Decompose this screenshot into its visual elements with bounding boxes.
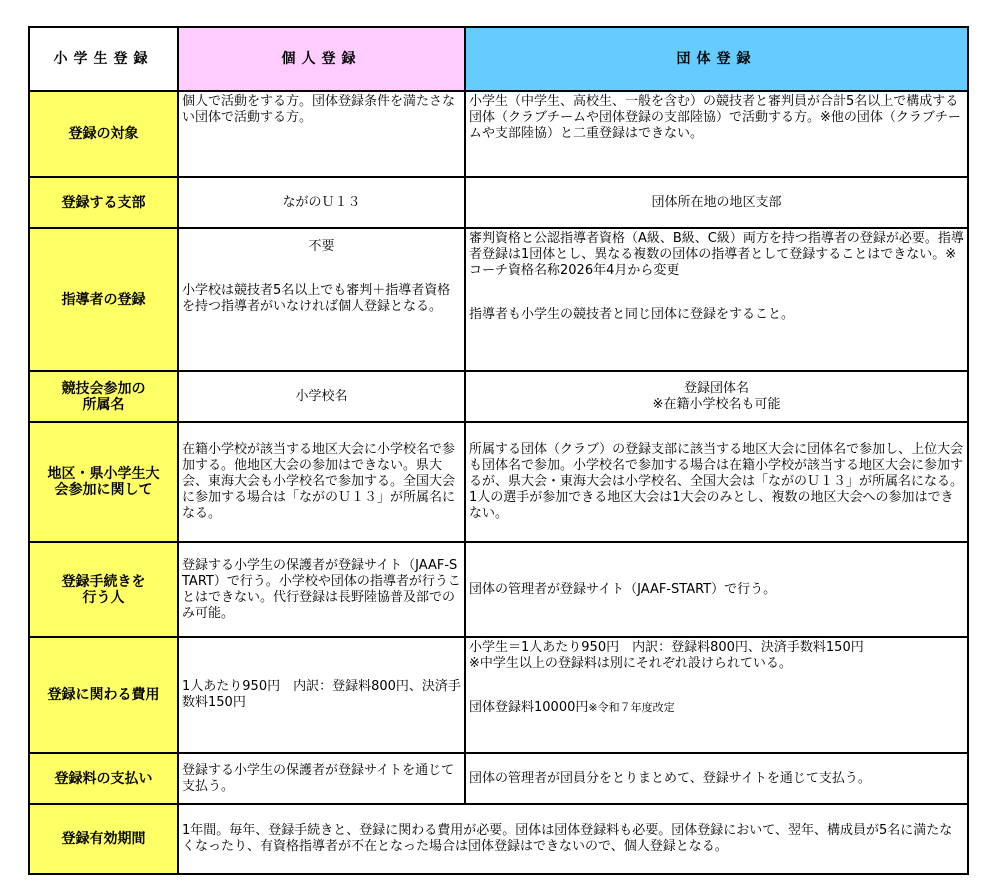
validity-text: 1年間。毎年、登録手続きと、登録に関わる費用が必要。団体は団体登録料も必要。団体登録において、翌年、構成員が5名に満たなくなったり、有資格指導者が不在となった場合は団体登録はできないので、個人登録となる。 <box>178 804 968 874</box>
coach-individual <box>178 228 465 371</box>
header-elementary-registration: 小学生登録 <box>29 27 178 91</box>
label-target: 登録の対象 <box>29 91 178 177</box>
label-fees: 登録に関わる費用 <box>29 637 178 753</box>
branch-group: 団体所在地の地区支部 <box>465 177 968 228</box>
meets-group: 所属する団体（クラブ）の登録支部に該当する地区大会に団体名で参加し、上位大会も団体名で参加。小学校名で参加する場合は在籍小学校が該当する地区大会に参加するが、県大会・東海大会は小学校名、全国大会は「ながのＵ１３」が所属名になる。1人の選手が参加できる地区大会は1大会のみとし、複数の地区大会への参加はできない。 <box>465 422 968 542</box>
procedure-group: 団体の管理者が登録サイト（JAAF-START）で行う。 <box>465 542 968 637</box>
fees-group-team-fee-revision: ※令和７年度改定 <box>588 701 675 714</box>
label-procedure <box>29 542 178 637</box>
label-payment: 登録料の支払い <box>29 753 178 804</box>
header-row <box>29 27 968 91</box>
label-meets-line1: 地区・県小学生大 <box>47 466 160 482</box>
fees-group-elementary: 小学生＝1人あたり950円 内訳：登録料800円、決済手数料150円 <box>469 640 864 655</box>
row-fees <box>29 637 968 753</box>
coach-individual-note: 小学校は競技者5名以上でも審判＋指導者資格を持つ指導者がいなければ個人登録となる。 <box>182 283 451 314</box>
label-validity: 登録有効期間 <box>29 804 178 874</box>
fees-group-junior-note: ※中学生以上の登録料は別にそれぞれ設けられている。 <box>469 656 792 671</box>
row-procedure <box>29 542 968 637</box>
fees-individual: 1人あたり950円 内訳：登録料800円、決済手数料150円 <box>178 637 465 753</box>
payment-individual: 登録する小学生の保護者が登録サイトを通じて支払う。 <box>178 753 465 804</box>
target-individual: 個人で活動をする方。団体登録条件を満たさない団体で活動する方。 <box>178 91 465 177</box>
label-procedure-line2: 行う人 <box>82 589 125 606</box>
row-affiliation <box>29 371 968 422</box>
header-group-registration: 団体登録 <box>465 27 968 91</box>
label-coach: 指導者の登録 <box>29 228 178 371</box>
row-branch <box>29 177 968 228</box>
affiliation-group <box>465 371 968 422</box>
label-affiliation-line1: 競技会参加の <box>61 380 146 397</box>
meets-individual: 在籍小学校が該当する地区大会に小学校名で参加する。他地区大会の参加はできない。県大会、東海大会も小学校名で参加する。全国大会に参加する場合は「ながのＵ１３」が所属名になる。 <box>178 422 465 542</box>
payment-group: 団体の管理者が団員分をとりまとめて、登録サイトを通じて支払う。 <box>465 753 968 804</box>
affiliation-group-line1: 登録団体名 <box>683 380 749 396</box>
label-meets-line2: 会参加に関して <box>54 482 153 498</box>
label-affiliation-line2: 所属名 <box>82 396 125 413</box>
row-coach <box>29 228 968 371</box>
row-payment <box>29 753 968 804</box>
coach-group-note: 指導者も小学生の競技者と同じ団体に登録をすること。 <box>469 307 795 322</box>
affiliation-group-line2: ※在籍小学校名も可能 <box>652 396 781 412</box>
label-procedure-line1: 登録手続きを <box>61 573 146 590</box>
procedure-individual: 登録する小学生の保護者が登録サイト（JAAF-START）で行う。小学校や団体の指導者が行うことはできない。代行登録は長野陸協普及部でのみ可能。 <box>178 542 465 637</box>
row-validity <box>29 804 968 874</box>
label-affiliation <box>29 371 178 422</box>
branch-individual: ながのＵ１３ <box>178 177 465 228</box>
fees-group <box>465 637 968 753</box>
label-branch: 登録する支部 <box>29 177 178 228</box>
label-meets <box>29 422 178 542</box>
registration-comparison-table <box>28 26 969 875</box>
coach-individual-not-required: 不要 <box>308 239 335 254</box>
fees-group-team-fee-amount: 団体登録料10000円 <box>469 700 589 715</box>
target-group: 小学生（中学生、高校生、一般を含む）の競技者と審判員が合計5名以上で構成する団体（クラブチームや団体登録の支部陸協）で活動する方。※他の団体（クラブチームや支部陸協）と二重登録はできない。 <box>465 91 968 177</box>
fees-group-team-fee <box>469 700 964 716</box>
row-target <box>29 91 968 177</box>
row-meets <box>29 422 968 542</box>
affiliation-individual: 小学校名 <box>178 371 465 422</box>
coach-group-requirement: 審判資格と公認指導者資格（A級、B級、C級）両方を持つ指導者の登録が必要。指導者登録は1団体とし、異なる複数の団体の指導者として登録することはできない。※コーチ資格名称2026年4月から変更 <box>469 231 964 278</box>
coach-group <box>465 228 968 371</box>
header-individual-registration: 個人登録 <box>178 27 465 91</box>
